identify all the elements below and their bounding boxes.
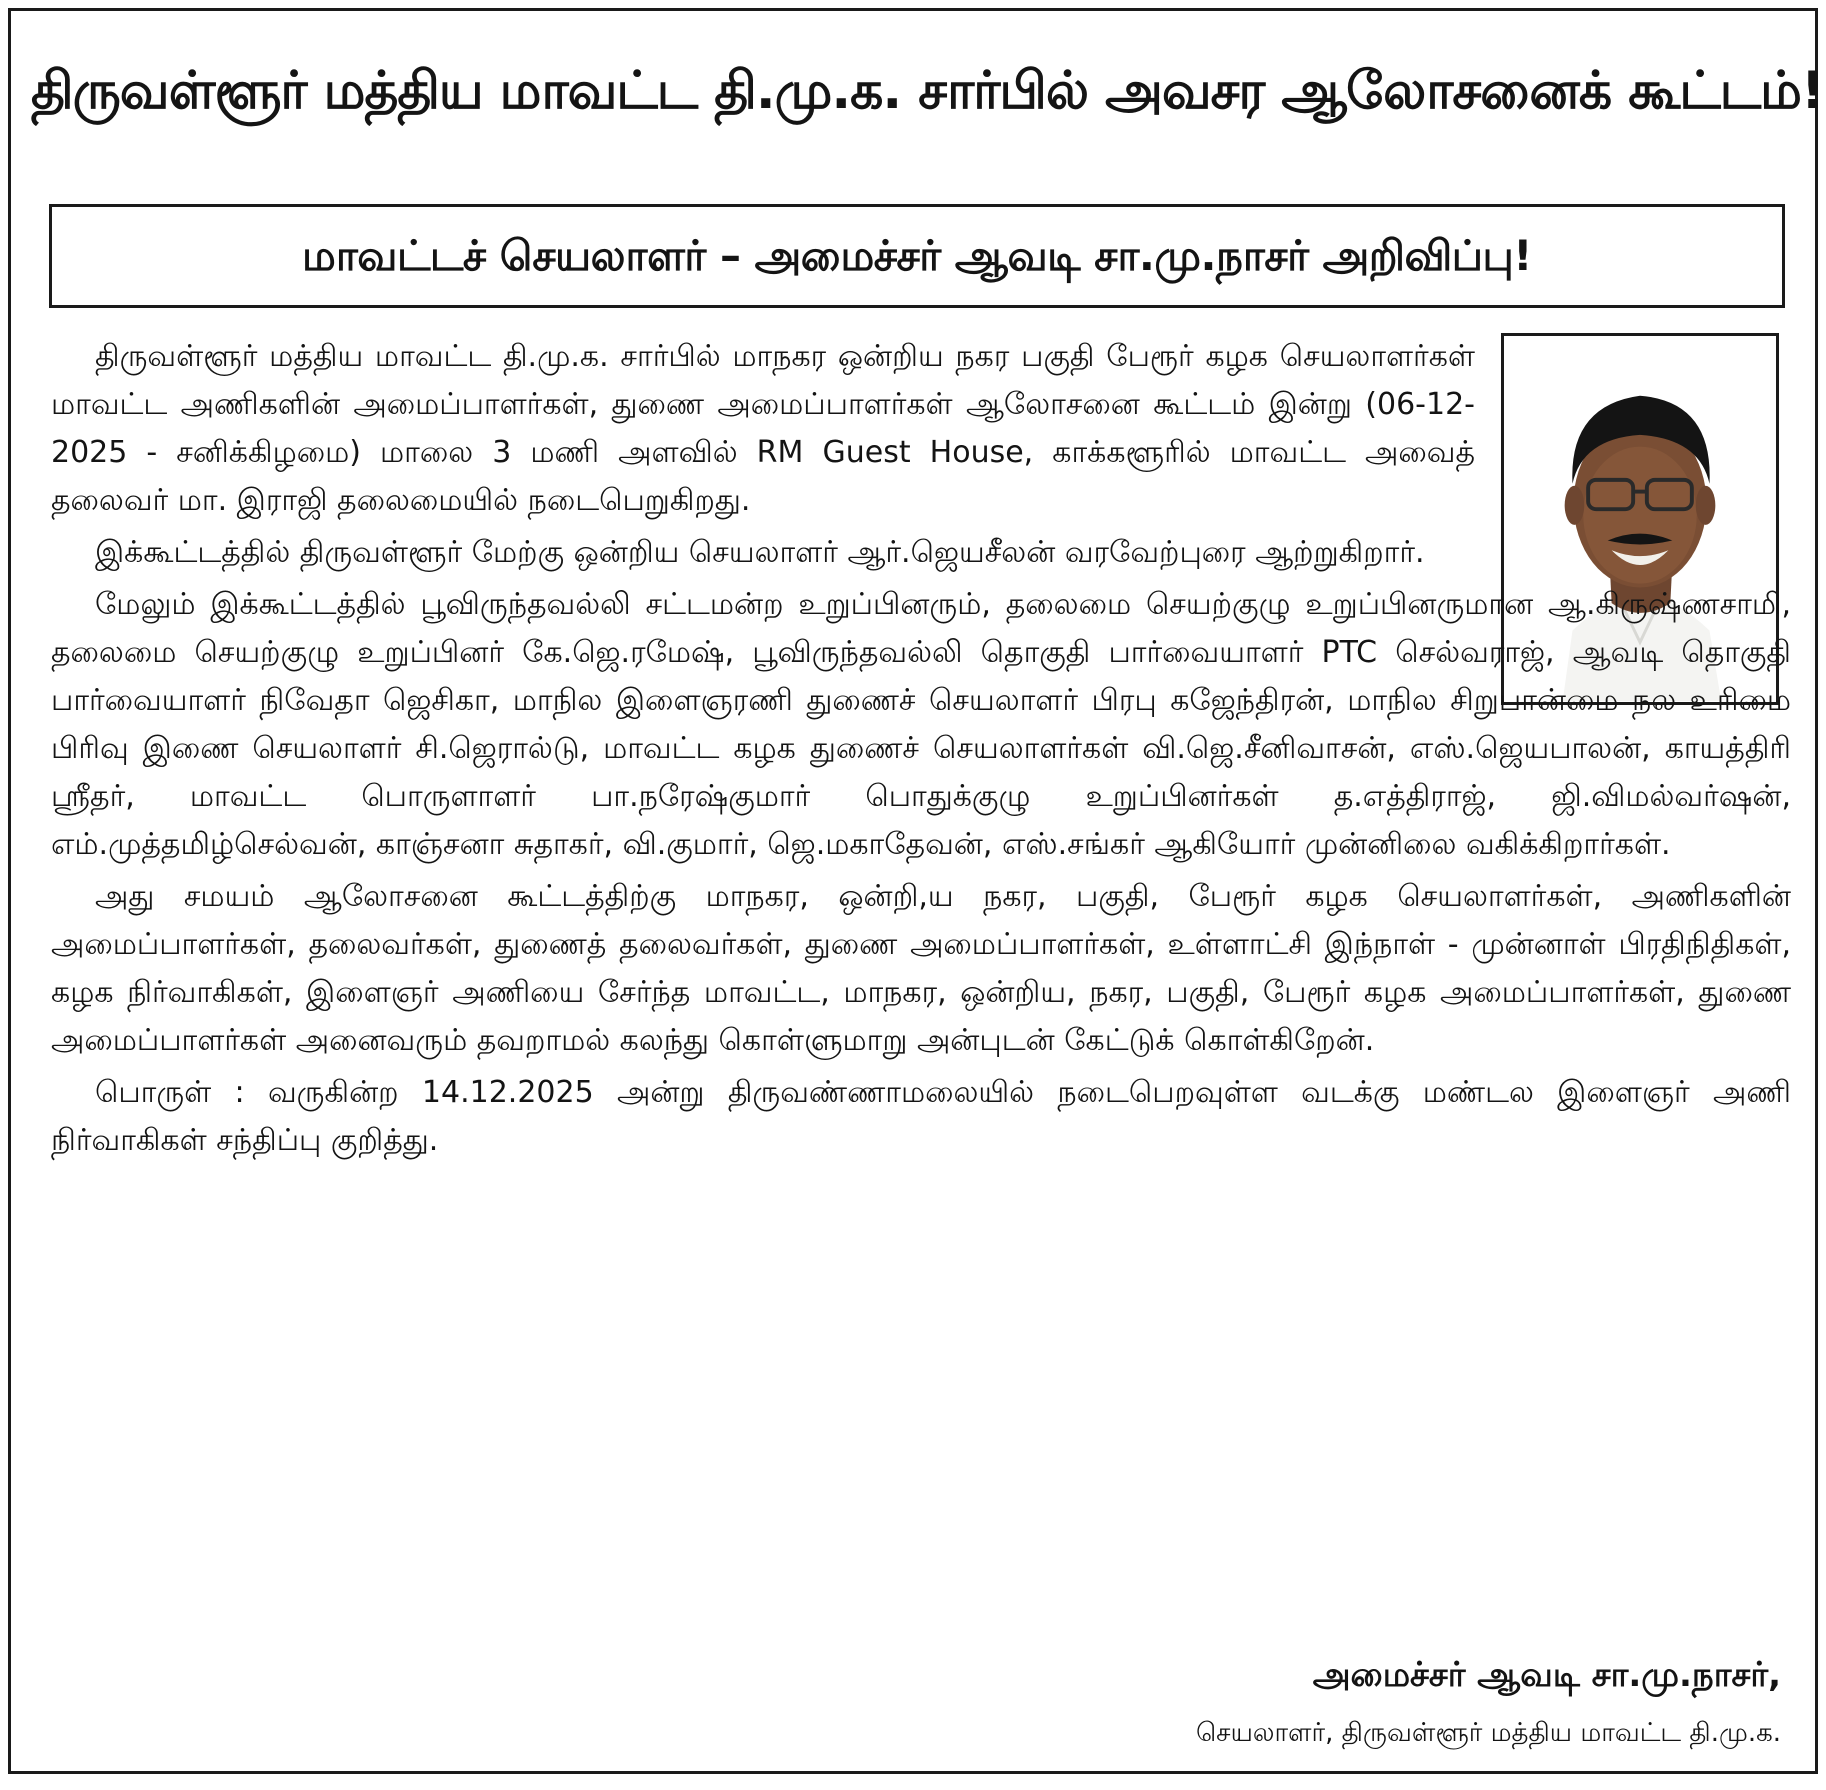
notice-body xyxy=(51,333,1791,1165)
notice-page xyxy=(8,8,1824,1774)
paragraph-presiding-members: மேலும் இக்கூட்டத்தில் பூவிருந்தவல்லி சட்டமன்ற உறுப்பினரும், தலைமை செயற்குழு உறுப்பினருமான ஆ.கிருஷ்ணசாமி, தலைமை செயற்குழு உறுப்பினர் கே.ஜெ.ரமேஷ், பூவிருந்தவல்லி தொகுதி பார்வையாளர் PTC செல்வராஜ், ஆவடி தொகுதி பார்வையாளர் நிவேதா ஜெசிகா, மாநில இளைஞரணி துணைச் செயலாளர் பிரபு கஜேந்திரன், மாநில சிறுபான்மை நல உரிமை பிரிவு இணை செயலாளர் சி.ஜெரால்டு, மாவட்ட கழக துணைச் செயலாளர்கள் வி.ஜெ.சீனிவாசன், எஸ்.ஜெயபாலன், காயத்திரி ஸ்ரீதர், மாவட்ட பொருளாளர் பா.நரேஷ்குமார் பொதுக்குழு உறுப்பினர்கள் த.எத்திராஜ், ஜி.விமல்வர்ஷன், எம்.முத்தமிழ்செல்வன், காஞ்சனா சுதாகர், வி.குமார், ஜெ.மகாதேவன், எஸ்.சங்கர் ஆகியோர் முன்னிலை வகிக்கிறார்கள். xyxy=(51,587,1791,862)
paragraph-welcome-address: இக்கூட்டத்தில் திருவள்ளூர் மேற்கு ஒன்றிய செயலாளர் ஆர்.ஜெயசீலன் வரவேற்புரை ஆற்றுகிறார். xyxy=(95,535,1425,570)
signatory-name: அமைச்சர் ஆவடி சா.மு.நாசர், xyxy=(1312,1655,1781,1695)
paragraph-meeting-details: திருவள்ளூர் மத்திய மாவட்ட தி.மு.க. சார்பில் மாநகர ஒன்றிய நகர பகுதி பேரூர் கழக செயலாளர்கள் மாவட்ட அணிகளின் அமைப்பாளர்கள், துணை அமைப்பாளர்கள் ஆலோசனை கூட்டம் இன்று (06-12-2025 - சனிக்கிழமை) மாலை 3 மணி அளவில் RM Guest House, காக்களூரில் மாவட்ட அவைத் தலைவர் மா. இராஜி தலைமையில் நடைபெறுகிறது. xyxy=(51,339,1475,518)
signatory-role: செயலாளர், திருவள்ளூர் மத்திய மாவட்ட தி.மு.க. xyxy=(1195,1718,1781,1748)
paragraph-subject: பொருள் : வருகின்ற 14.12.2025 அன்று திருவண்ணாமலையில் நடைபெறவுள்ள வடக்கு மண்டல இளைஞர் அணி நிர்வாகிகள் சந்திப்பு குறித்து. xyxy=(51,1075,1791,1158)
paragraph-invitation: அது சமயம் ஆலோசனை கூட்டத்திற்கு மாநகர, ஒன்றி,ய நகர, பகுதி, பேரூர் கழக செயலாளர்கள், அணிகளின் அமைப்பாளர்கள், தலைவர்கள், துணைத் தலைவர்கள், துணை அமைப்பாளர்கள், உள்ளாட்சி இந்நாள் - முன்னாள் பிரதிநிதிகள், கழக நிர்வாகிகள், இளைஞர் அணியை சேர்ந்த மாவட்ட, மாநகர, ஒன்றிய, நகர, பகுதி, பேரூர் கழக அமைப்பாளர்கள், துணை அமைப்பாளர்கள் அனைவரும் தவறாமல் கலந்து கொள்ளுமாறு அன்புடன் கேட்டுக் கொள்கிறேன். xyxy=(51,879,1791,1058)
notice-headline: திருவள்ளூர் மத்திய மாவட்ட தி.மு.க. சார்பில் அவசர ஆலோசனைக் கூட்டம்! xyxy=(31,61,1824,121)
announcement-subheadline: மாவட்டச் செயலாளர் – அமைச்சர் ஆவடி சா.மு.நாசர் அறிவிப்பு! xyxy=(49,204,1785,308)
